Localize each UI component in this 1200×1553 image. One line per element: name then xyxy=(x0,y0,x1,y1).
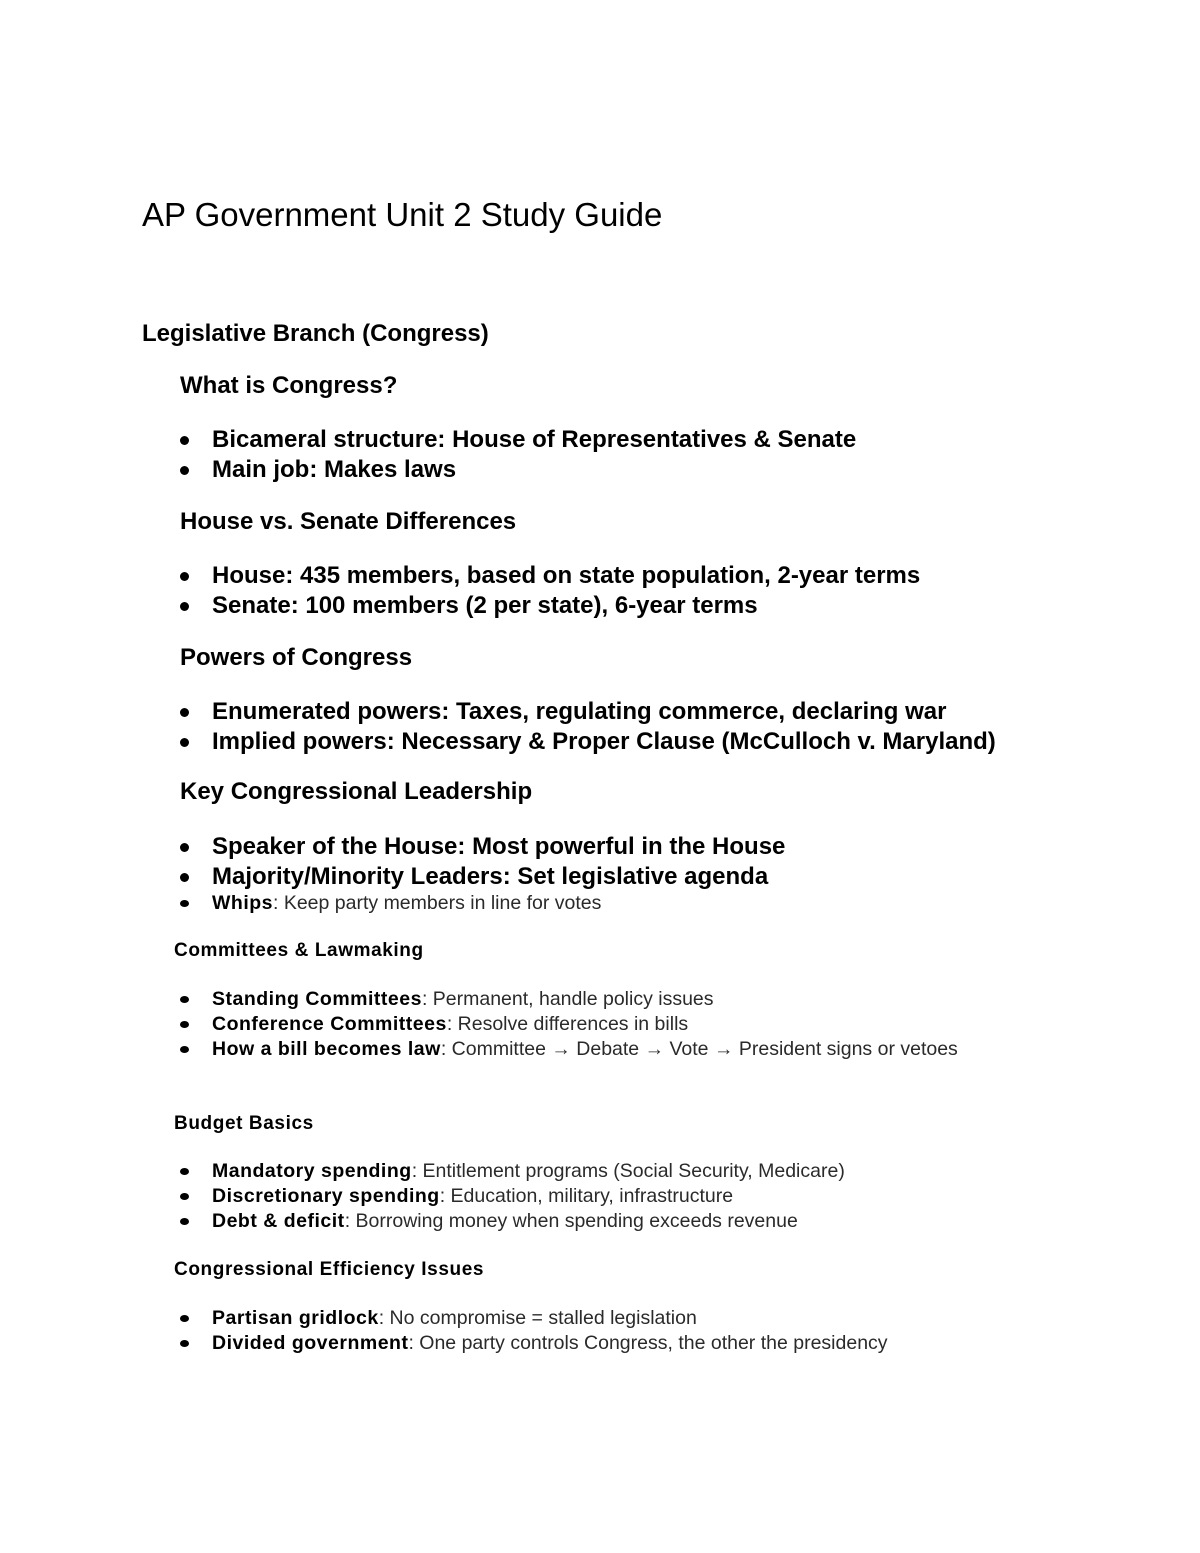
list-item: Bicameral structure: House of Representatives & Senate xyxy=(174,425,856,455)
list-item: Whips: Keep party members in line for votes xyxy=(174,891,1032,916)
bullet-icon xyxy=(180,1315,189,1322)
list-leadership xyxy=(174,832,785,892)
bullet-icon xyxy=(180,572,189,581)
list-item: Divided government: One party controls Congress, the other the presidency xyxy=(174,1331,1032,1356)
list-item: Senate: 100 members (2 per state), 6-year terms xyxy=(174,591,920,621)
document-title: AP Government Unit 2 Study Guide xyxy=(142,196,663,233)
list-house-vs-senate xyxy=(174,561,920,621)
bullet-icon xyxy=(180,436,189,445)
bullet-icon xyxy=(180,466,189,475)
list-item: Conference Committees: Resolve differences in bills xyxy=(174,1012,1032,1037)
list-budget xyxy=(174,1159,1032,1234)
bullet-icon xyxy=(180,1193,189,1200)
bullet-icon xyxy=(180,1218,189,1225)
bullet-icon xyxy=(180,708,189,717)
list-item: Standing Committees: Permanent, handle policy issues xyxy=(174,987,1032,1012)
list-item: Majority/Minority Leaders: Set legislative agenda xyxy=(174,862,785,892)
list-item: Implied powers: Necessary & Proper Clause (McCulloch v. Maryland) xyxy=(174,727,996,757)
subheading-efficiency: Congressional Efficiency Issues xyxy=(174,1259,485,1280)
list-item: Speaker of the House: Most powerful in the House xyxy=(174,832,785,862)
bullet-icon xyxy=(180,602,189,611)
list-item: Partisan gridlock: No compromise = stalled legislation xyxy=(174,1306,1032,1331)
subheading-budget: Budget Basics xyxy=(174,1113,314,1134)
list-item: Mandatory spending: Entitlement programs (Social Security, Medicare) xyxy=(174,1159,1032,1184)
list-item: Debt & deficit: Borrowing money when spending exceeds revenue xyxy=(174,1209,1032,1234)
bullet-icon xyxy=(180,1340,189,1347)
subheading-powers-of-congress: Powers of Congress xyxy=(180,644,413,671)
bullet-icon xyxy=(180,996,189,1003)
bullet-icon xyxy=(180,1046,189,1053)
list-item: How a bill becomes law: Committee → Debate → Vote → President signs or vetoes xyxy=(174,1037,1032,1062)
list-powers xyxy=(174,697,996,757)
subheading-what-is-congress: What is Congress? xyxy=(180,372,398,399)
list-committees xyxy=(174,987,1032,1062)
bullet-icon xyxy=(180,738,189,747)
list-leadership-small xyxy=(174,891,1032,916)
subheading-key-leadership: Key Congressional Leadership xyxy=(180,778,533,805)
bullet-icon xyxy=(180,1021,189,1028)
list-item: House: 435 members, based on state population, 2-year terms xyxy=(174,561,920,591)
list-item: Discretionary spending: Education, military, infrastructure xyxy=(174,1184,1032,1209)
list-item: Main job: Makes laws xyxy=(174,455,856,485)
list-efficiency xyxy=(174,1306,1032,1356)
bullet-icon xyxy=(180,1168,189,1175)
bullet-icon xyxy=(180,873,189,882)
subheading-house-vs-senate: House vs. Senate Differences xyxy=(180,508,517,535)
subheading-committees: Committees & Lawmaking xyxy=(174,940,424,961)
bullet-icon xyxy=(180,843,189,852)
bullet-icon xyxy=(180,900,189,907)
section-heading-legislative-branch: Legislative Branch (Congress) xyxy=(142,320,489,347)
list-what-is-congress xyxy=(174,425,856,485)
list-item: Enumerated powers: Taxes, regulating commerce, declaring war xyxy=(174,697,996,727)
